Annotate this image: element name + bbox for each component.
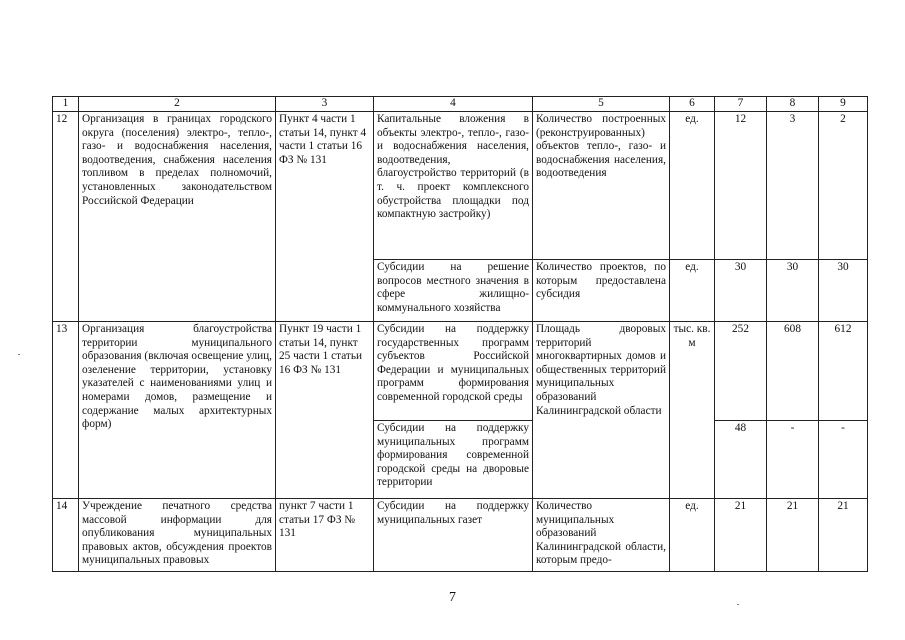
value-col8: 21 (767, 499, 819, 572)
value-col8: 30 (767, 260, 819, 322)
legal-basis: пункт 7 части 1 статьи 17 ФЗ № 131 (276, 499, 374, 572)
header-cell: 1 (53, 97, 79, 112)
header-cell: 8 (767, 97, 819, 112)
indicator: Количество проектов, по которым предоставлена субсидия (533, 260, 670, 322)
indicator: Количество муниципальных образований Калининградской области, которым предо- (533, 499, 670, 572)
header-cell: 5 (533, 97, 670, 112)
value-col7: 252 (715, 322, 767, 421)
row-number: 12 (53, 112, 79, 322)
measure: Субсидии на решение вопросов местного значения в сфере жилищно-коммунального хозяйства (374, 260, 533, 322)
municipal-indicators-table (52, 96, 868, 572)
value-col7: 12 (715, 112, 767, 260)
row-number: 13 (53, 322, 79, 499)
scan-speck (18, 354, 20, 355)
power-name: Организация благоустройства территории муниципального образования (включая освещение улиц, озеленение территории, установку указателей с наименованиями улиц и номерами домов, размещение и содержание малых архитектурных форм) (79, 322, 276, 499)
header-cell: 7 (715, 97, 767, 112)
header-cell: 6 (670, 97, 715, 112)
value-col7: 21 (715, 499, 767, 572)
header-cell: 2 (79, 97, 276, 112)
value-col7: 48 (715, 421, 767, 499)
unit: ед. (670, 260, 715, 322)
value-col9: - (819, 421, 868, 499)
value-col8: - (767, 421, 819, 499)
unit: тыс. кв. м (670, 322, 715, 499)
measure: Субсидии на поддержку государственных программ субъектов Российской Федерации и муниципальных программ формирования современной городской среды (374, 322, 533, 421)
table-row (53, 112, 868, 260)
measure: Субсидии на поддержку муниципальных программ формирования современной городской среды на дворовые территории (374, 421, 533, 499)
legal-basis: Пункт 4 части 1 статьи 14, пункт 4 части 1 статьи 16 ФЗ № 131 (276, 112, 374, 322)
value-col9: 2 (819, 112, 868, 260)
indicator: Количество построенных (реконструированных) объектов тепло-, газо- и водоснабжения населения, водоотведения (533, 112, 670, 260)
value-col9: 30 (819, 260, 868, 322)
value-col9: 21 (819, 499, 868, 572)
value-col8: 608 (767, 322, 819, 421)
indicator: Площадь дворовых территорий многоквартирных домов и общественных территорий муниципальных образований Калининградской области (533, 322, 670, 499)
page-number: 7 (449, 590, 456, 605)
legal-basis: Пункт 19 части 1 статьи 14, пункт 25 части 1 статьи 16 ФЗ № 131 (276, 322, 374, 499)
power-name: Учреждение печатного средства массовой информации для опубликования муниципальных правовых актов, обсуждения проектов муниципальных правовых (79, 499, 276, 572)
measure: Капитальные вложения в объекты электро-, тепло-, газо- и водоснабжения населения, водоотведения, благоустройство территорий (в т. ч. проект комплексного обустройства площадки под компактную застройку) (374, 112, 533, 260)
unit: ед. (670, 499, 715, 572)
table-row (53, 322, 868, 421)
value-col9: 612 (819, 322, 868, 421)
unit: ед. (670, 112, 715, 260)
value-col8: 3 (767, 112, 819, 260)
row-number: 14 (53, 499, 79, 572)
table-row (53, 499, 868, 572)
document-page (52, 96, 867, 572)
header-cell: 4 (374, 97, 533, 112)
header-row (53, 97, 868, 112)
value-col7: 30 (715, 260, 767, 322)
power-name: Организация в границах городского округа (поселения) электро-, тепло-, газо- и водоснабжения населения, водоотведения, снабжения населения топливом в пределах полномочий, установленных законодательством Российской Федерации (79, 112, 276, 322)
header-cell: 9 (819, 97, 868, 112)
measure: Субсидии на поддержку муниципальных газет (374, 499, 533, 572)
header-cell: 3 (276, 97, 374, 112)
